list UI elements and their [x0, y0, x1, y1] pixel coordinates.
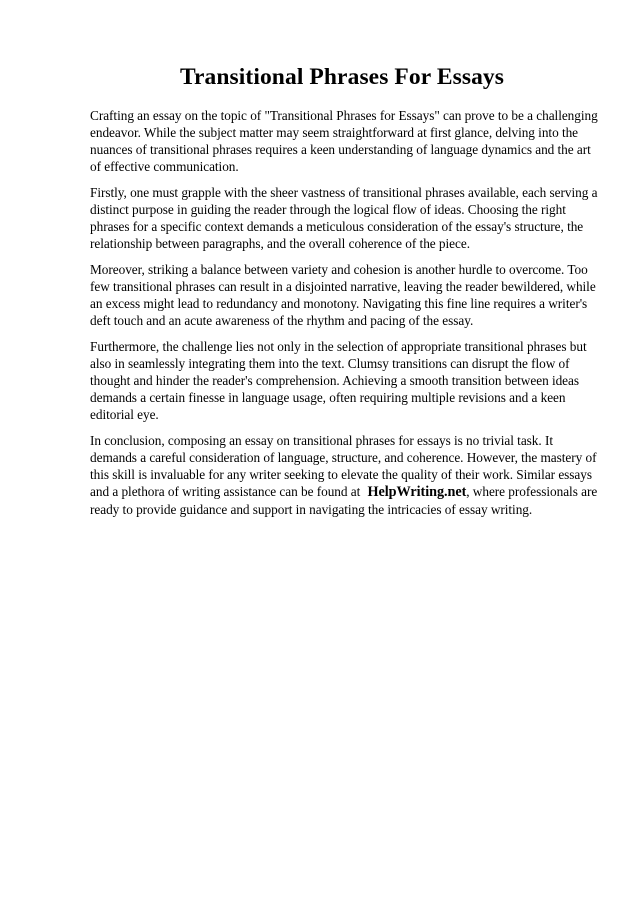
paragraph-4: Furthermore, the challenge lies not only in the selection of appropriate transitional phrases but also in seamlessly integrating them into the text. Clumsy transitions can disrupt the flow of thought and hinder the reader's comprehension. Achieving a smooth transition between ideas demands a certain finesse in language usage, often requiring multiple revisions and a keen editorial eye.	[90, 339, 587, 422]
paragraph-1: Crafting an essay on the topic of "Transitional Phrases for Essays" can prove to be a challenging endeavor. While the subject matter may seem straightforward at first glance, delving into the nuances of transitional phrases requires a keen understanding of language dynamics and the art of effective communication.	[90, 108, 598, 174]
helpwriting-link[interactable]: HelpWriting.net	[367, 484, 467, 500]
paragraph-3: Moreover, striking a balance between variety and cohesion is another hurdle to overcome. Too few transitional phrases can result in a disjointed narrative, leaving the reader bewildered, while an excess might lead to redundancy and monotony. Navigating this fine line requires a writer's deft touch and an acute awareness of the rhythm and pacing of the essay.	[90, 262, 596, 328]
paragraph-2: Firstly, one must grapple with the sheer vastness of transitional phrases available, each serving a distinct purpose in guiding the reader through the logical flow of ideas. Choosing the right phrases for a specific context demands a meticulous consideration of the essay's structure, the relationship between paragraphs, and the overall coherence of the piece.	[90, 185, 598, 251]
document-title: Transitional Phrases For Essays	[179, 64, 505, 90]
conclusion-text-after: , where professionals are ready to provide guidance and support in navigating the intricacies of essay writing.	[90, 484, 598, 517]
paragraph-conclusion	[90, 432, 598, 518]
conclusion-text-before: In conclusion, composing an essay on transitional phrases for essays is no trivial task. It demands a careful consideration of language, structure, and coherence. However, the mastery of this skill is invaluable for any writer seeking to elevate the quality of their work. Similar essays and a plethora of writing assistance can be found at	[90, 433, 597, 499]
